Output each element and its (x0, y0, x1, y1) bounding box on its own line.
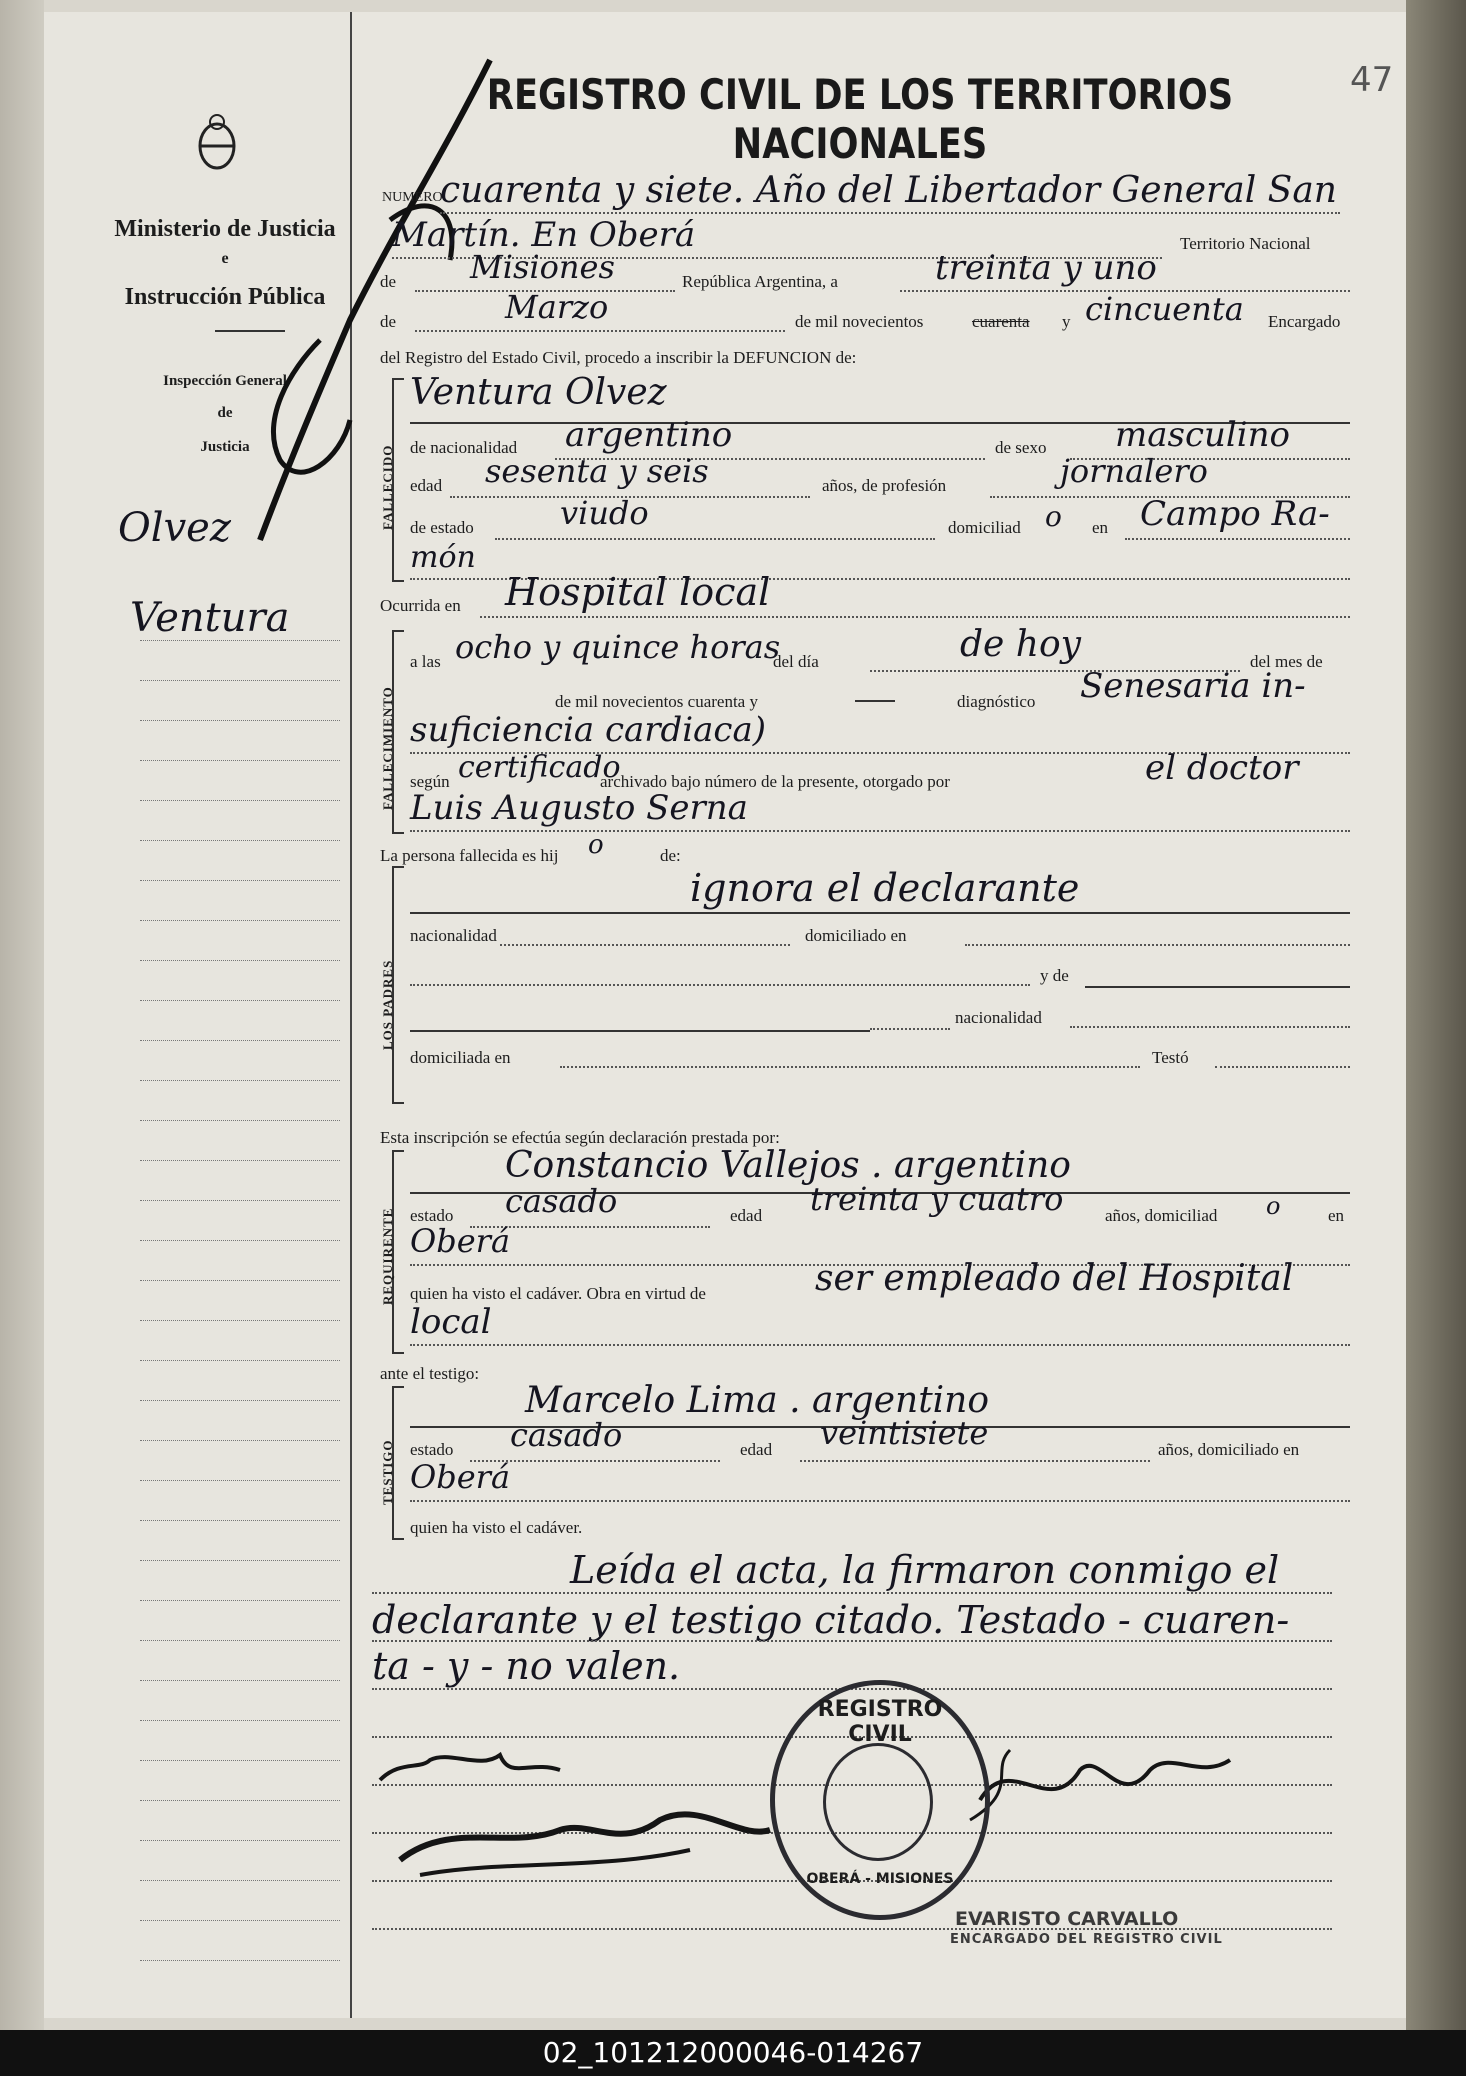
margin-ruled-line (140, 1080, 340, 1081)
p-testo: Testó (1152, 1048, 1189, 1067)
image-id-footer: 02_101212000046-014267 (0, 2030, 1466, 2076)
ocurrida-value: Hospital local (505, 570, 771, 614)
p-nacionalidad2-dots (1070, 1026, 1350, 1028)
domicilio-cont: món (410, 540, 476, 575)
inspeccion-line-3: Justicia (200, 439, 250, 455)
doctor-name: Luis Augusto Serna (410, 788, 748, 828)
t-quien: quien ha visto el cadáver. (410, 1518, 583, 1537)
r-estado-value: casado (505, 1182, 618, 1220)
margin-ruled-line (140, 680, 340, 681)
edad-value: sesenta y seis (485, 452, 709, 490)
ocurrida-dots (480, 616, 1350, 618)
t-anios: años, domiciliado en (1158, 1440, 1300, 1459)
t-edad-dots (800, 1460, 1150, 1462)
diagnostico-cont: suficiencia cardiaca) (410, 710, 767, 750)
hora-value: ocho y quince horas (455, 628, 781, 666)
mes-dots (415, 330, 785, 332)
margin-ruled-line (140, 1760, 340, 1761)
anio-struck: cuarenta (972, 312, 1030, 331)
territorio-label: Territorio Nacional (1180, 234, 1311, 253)
t-domicilio-value: Oberá (410, 1458, 511, 1496)
margin-ruled-line (140, 920, 340, 921)
margin-ruled-line (140, 1040, 340, 1041)
estado-label: de estado (410, 518, 474, 537)
y-label: y (1062, 312, 1071, 331)
r-anios: años, domiciliad (1105, 1206, 1218, 1225)
margin-ruled-line (140, 1280, 340, 1281)
t-edad-value: veintisiete (820, 1414, 989, 1452)
intro-text: del Registro del Estado Civil, procedo a inscribir la DEFUNCION de: (380, 348, 857, 367)
fallecido-label: FALLECIDO (380, 444, 395, 530)
margin-ruled-line (140, 1720, 340, 1721)
inspeccion-line-1: Inspección General (163, 373, 287, 389)
margin-ruled-line (140, 1120, 340, 1121)
p-line-4 (410, 1030, 870, 1032)
edad-label: edad (410, 476, 443, 495)
segun-label: según (410, 772, 450, 791)
t-edad: edad (740, 1440, 773, 1459)
milnov-label: de mil novecientos cuarenta y (555, 692, 758, 711)
padres-label: LOS PADRES (380, 959, 395, 1050)
ministry-line-1: Ministerio de Justicia (114, 216, 336, 242)
profesion-value: jornalero (1060, 452, 1208, 490)
margin-ruled-line (140, 1400, 340, 1401)
domiciliado-suffix: o (1045, 500, 1062, 533)
territorio-value: Misiones (470, 248, 615, 286)
stamp-bottom-text: OBERÁ - MISIONES (806, 1871, 954, 1887)
margin-ruled-line (140, 1840, 340, 1841)
margin-ruled-line (140, 1880, 340, 1881)
margin-ruled-line (140, 960, 340, 961)
sexo-label: de sexo (995, 438, 1047, 457)
persona-suffix: o (588, 830, 604, 860)
estado-value: viudo (560, 494, 649, 532)
closing-dots-2 (372, 1640, 1332, 1642)
nombre-value: Ventura Olvez (410, 372, 667, 413)
closing-dots-8 (372, 1928, 1332, 1930)
testigo-label: TESTIGO (380, 1439, 395, 1505)
domicilio-value: Campo Ra- (1140, 494, 1330, 534)
inscripcion-text: Esta inscripción se efectúa según declaración prestada por: (380, 1128, 780, 1147)
margin-ruled-line (140, 1360, 340, 1361)
inspeccion-line-2: de (217, 405, 233, 421)
mes-value: Marzo (505, 288, 609, 326)
r-virtud-cont: local (410, 1302, 492, 1342)
p-yde: y de (1040, 966, 1069, 985)
domicilio-en-label: en (1092, 518, 1109, 537)
doctor-dots (410, 830, 1350, 832)
margin-ruled-line (140, 1200, 340, 1201)
testigo-intro: ante el testigo: (380, 1364, 480, 1383)
persona-de: de: (660, 846, 681, 865)
margin-ruled-line (140, 1680, 340, 1681)
t-estado-value: casado (510, 1416, 623, 1454)
numero-value: cuarenta y siete. Año del Libertador General San (440, 170, 1337, 211)
margin-ruled-line (140, 1560, 340, 1561)
p-domiciliado-dots (965, 944, 1350, 946)
fecha-value: de hoy (960, 624, 1081, 665)
register-title: REGISTRO CIVIL DE LOS TERRITORIOS NACIONALES (486, 70, 1234, 168)
stamp-emblem-icon (823, 1743, 933, 1861)
fallecimiento-label: FALLECIMIENTO (380, 686, 395, 810)
margin-ruled-line (140, 1320, 340, 1321)
clerk-name: EVARISTO CARVALLO (955, 1908, 1179, 1930)
estado-dots (495, 538, 935, 540)
r-estado: estado (410, 1206, 454, 1225)
clerk-role: ENCARGADO DEL REGISTRO CIVIL (950, 1932, 1223, 1947)
padres-line (410, 912, 1350, 914)
requirente-value: Constancio Vallejos . argentino (505, 1145, 1071, 1186)
p-yde-line (1085, 986, 1350, 988)
margin-ruled-line (140, 1480, 340, 1481)
nacionalidad-value: argentino (565, 415, 733, 455)
margin-surname: Olvez (118, 505, 231, 551)
anio-label: de mil novecientos (795, 312, 924, 331)
domiciliado-label: domiciliad (948, 518, 1021, 537)
r-quien: quien ha visto el cadáver. Obra en virtud de (410, 1284, 706, 1303)
margin-ruled-line (140, 1000, 340, 1001)
margin-ruled-line (140, 1800, 340, 1801)
persona-label: La persona fallecida es hij (380, 846, 559, 865)
domicilio-dots (1125, 538, 1350, 540)
t-domicilio-dots (410, 1500, 1350, 1502)
margin-given-name: Ventura (130, 595, 290, 641)
p-domiciliada-dots (560, 1066, 1140, 1068)
p-testo-dots (1215, 1066, 1350, 1068)
declarant-signatures (360, 1740, 780, 1890)
margin-ruled-line (140, 840, 340, 841)
p-domiciliado: domiciliado en (805, 926, 907, 945)
closing-line-3: ta - y - no valen. (372, 1644, 681, 1688)
left-page-edge (0, 0, 44, 2030)
r-virtud-value: ser empleado del Hospital (815, 1258, 1294, 1299)
certificado-value: certificado (458, 750, 621, 785)
de-label-1: de (380, 272, 397, 291)
r-edad-value: treinta y cuatro (810, 1180, 1064, 1218)
nacionalidad-label: de nacionalidad (410, 438, 518, 457)
sexo-value: masculino (1115, 415, 1291, 455)
diagnostico-label: diagnóstico (957, 692, 1036, 711)
numero-label: NUMERO (382, 190, 443, 205)
registro-civil-stamp (770, 1680, 990, 1920)
republica-label: República Argentina, a (682, 272, 838, 291)
p-domiciliada: domiciliada en (410, 1048, 511, 1067)
margin-ruled-line (140, 1520, 340, 1521)
margin-ruled-line (140, 1440, 340, 1441)
r-suffix: o (1266, 1192, 1281, 1220)
margin-ruled-line (140, 1240, 340, 1241)
p-line-3-dots (410, 984, 1030, 986)
page-number: 47 (1350, 60, 1394, 100)
p-line-4-dots (870, 1028, 950, 1030)
margin-ruled-line (140, 1920, 340, 1921)
padres-value: ignora el declarante (690, 866, 1080, 910)
delmes-label: del mes de (1250, 652, 1323, 671)
p-nacionalidad: nacionalidad (410, 926, 497, 945)
ministry-line-2: e (221, 250, 229, 267)
numero-line (440, 212, 1340, 214)
dia-value: treinta y uno (935, 248, 1157, 288)
r-virtud-dots (410, 1344, 1350, 1346)
encargado-label: Encargado (1268, 312, 1341, 331)
line2-value: Martín. En Oberá (392, 215, 696, 255)
margin-ruled-line (140, 1600, 340, 1601)
anio-value: cincuenta (1085, 290, 1244, 328)
milnov-dash (855, 700, 895, 702)
margin-ruled-line (140, 720, 340, 721)
officer-signature (960, 1730, 1250, 1840)
deldia-label: del día (773, 652, 819, 671)
r-domicilio-value: Oberá (410, 1222, 511, 1260)
archivado-text: archivado bajo número de la presente, otorgado por (600, 772, 950, 791)
margin-ruled-line (140, 1960, 340, 1961)
margin-ruled-line (140, 1640, 340, 1641)
stamp-top-text: REGISTRO CIVIL (817, 1697, 943, 1747)
closing-line-2: declarante y el testigo citado. Testado - cuaren- (372, 1598, 1290, 1642)
doctor-value: el doctor (1145, 748, 1299, 788)
diagnostico-value: Senesaria in- (1080, 666, 1306, 706)
t-estado: estado (410, 1440, 454, 1459)
margin-ruled-line (140, 800, 340, 801)
p-nacionalidad-dots (500, 944, 790, 946)
closing-line-1: Leída el acta, la firmaron conmigo el (570, 1548, 1280, 1592)
book-spine (1406, 0, 1466, 2030)
alas-label: a las (410, 652, 441, 671)
r-en: en (1328, 1206, 1345, 1225)
margin-ruled-line (140, 880, 340, 881)
ocurrida-label: Ocurrida en (380, 596, 461, 615)
p-nacionalidad2: nacionalidad (955, 1008, 1042, 1027)
profesion-label: años, de profesión (822, 476, 947, 495)
closing-dots-1 (372, 1592, 1332, 1594)
de-label-2: de (380, 312, 397, 331)
requirente-label: REQUIRENTE (380, 1207, 395, 1305)
margin-ruled-line (140, 1160, 340, 1161)
margin-ruled-line (140, 760, 340, 761)
r-edad: edad (730, 1206, 763, 1225)
testigo-value: Marcelo Lima . argentino (525, 1380, 990, 1421)
ministry-line-3: Instrucción Pública (124, 284, 326, 310)
